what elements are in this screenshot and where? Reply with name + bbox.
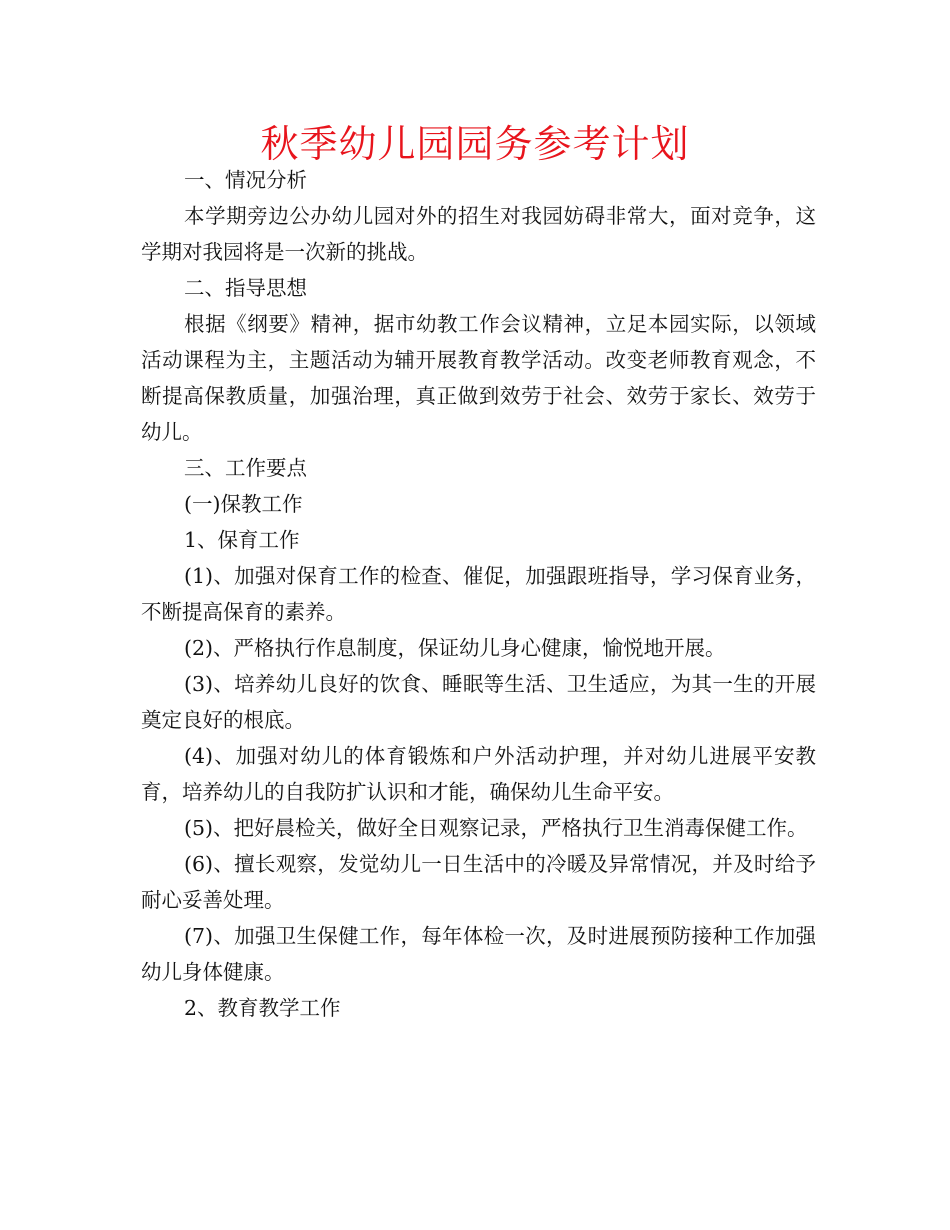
paragraph-analysis: 本学期旁边公办幼儿园对外的招生对我园妨碍非常大，面对竞争，这学期对我园将是一次新的挑战。: [141, 204, 816, 264]
list-item-1: (1)、加强对保育工作的检查、催促，加强跟班指导，学习保育业务，不断提高保育的素养。: [141, 564, 816, 624]
list-item-4: (4)、加强对幼儿的体育锻炼和户外活动护理，并对幼儿进展平安教育，培养幼儿的自我防扩认识和才能，确保幼儿生命平安。: [141, 744, 816, 804]
subsection-heading-care-work: 1、保育工作: [184, 528, 300, 552]
list-item-7: (7)、加强卫生保健工作，每年体检一次，及时进展预防接种工作加强幼儿身体健康。: [141, 924, 816, 984]
section-heading-key-points: 三、工作要点: [184, 456, 307, 480]
subsection-heading-care-education: (一)保教工作: [184, 492, 303, 516]
list-item-2: (2)、严格执行作息制度，保证幼儿身心健康，愉悦地开展。: [184, 636, 726, 660]
subsection-heading-teaching-work: 2、教育教学工作: [184, 996, 341, 1020]
section-heading-analysis: 一、情况分析: [184, 168, 307, 192]
list-item-3: (3)、培养幼儿良好的饮食、睡眠等生活、卫生适应，为其一生的开展奠定良好的根底。: [141, 672, 816, 732]
section-heading-guidance: 二、指导思想: [184, 276, 307, 300]
list-item-6: (6)、擅长观察，发觉幼儿一日生活中的冷暖及异常情况，并及时给予耐心妥善处理。: [141, 852, 816, 912]
document-title: 秋季幼儿园园务参考计划: [260, 122, 690, 166]
paragraph-guidance: 根据《纲要》精神，据市幼教工作会议精神，立足本园实际，以领域活动课程为主，主题活动为辅开展教育教学活动。改变老师教育观念，不断提高保教质量，加强治理，真正做到效劳于社会、效劳于家长、效劳于幼儿。: [141, 312, 816, 444]
list-item-5: (5)、把好晨检关，做好全日观察记录，严格执行卫生消毒保健工作。: [184, 816, 808, 840]
document-body: [141, 162, 816, 1026]
